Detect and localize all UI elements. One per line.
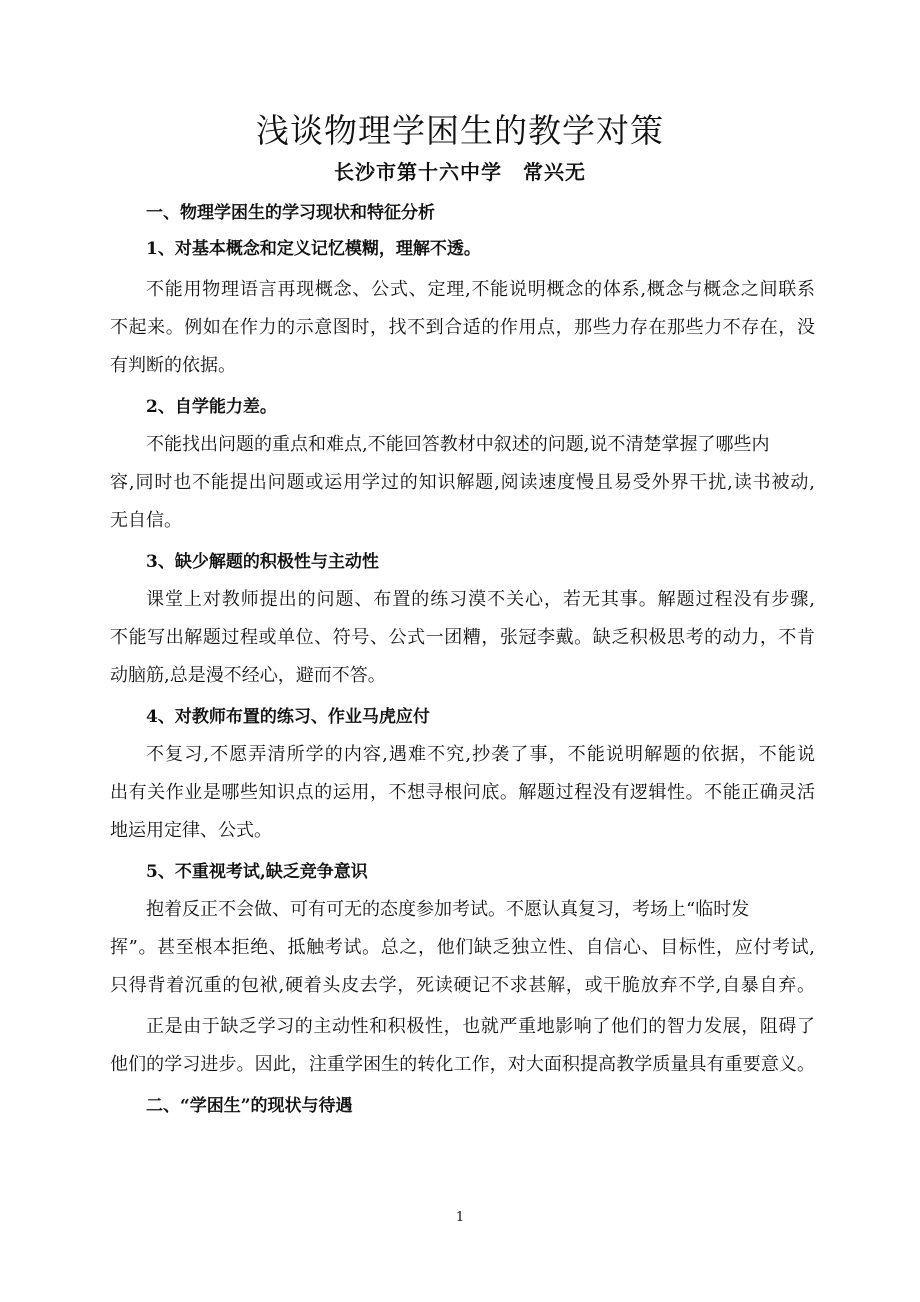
subsection-heading: 4、对教师布置的练习、作业马虎应付	[146, 707, 430, 727]
paragraph-line: 不能用物理语言再现概念、公式、定理,不能说明概念的体系,概念与概念之间联系	[146, 279, 815, 300]
paragraph-line: 动脑筋,总是漫不经心，避而不答。	[110, 665, 386, 686]
paragraph-line: 挥”。甚至根本拒绝、抵触考试。总之，他们缺乏独立性、自信心、目标性，应付考试,	[110, 937, 815, 958]
paragraph-line: 有判断的依据。	[110, 355, 236, 376]
author-line: 长沙市第十六中学 常兴无	[334, 160, 586, 184]
subsection-heading: 1、对基本概念和定义记忆模糊，理解不透。	[146, 239, 481, 259]
paragraph-line: 无自信。	[110, 510, 182, 531]
paragraph-line: 不能找出问题的重点和难点,不能回答教材中叙述的问题,说不清楚掌握了哪些内	[146, 434, 770, 455]
paragraph-line: 容,同时也不能提出问题或运用学过的知识解题,阅读速度慢且易受外界干扰,读书被动,	[110, 472, 815, 493]
paragraph-line: 出有关作业是哪些知识点的运用，不想寻根问底。解题过程没有逻辑性。不能正确灵活	[110, 782, 815, 803]
document-title: 浅谈物理学困生的教学对策	[256, 111, 664, 150]
subsection-heading: 3、缺少解题的积极性与主动性	[146, 552, 379, 572]
paragraph-line: 地运用定律、公式。	[110, 820, 272, 841]
subsection-heading: 2、自学能力差。	[146, 397, 277, 417]
section-heading: 二、“学困生”的现状与待遇	[146, 1096, 353, 1116]
paragraph-line: 不复习,不愿弄清所学的内容,遇难不究,抄袭了事，不能说明解题的依据，不能说	[146, 744, 815, 765]
paragraph-line: 抱着反正不会做、可有可无的态度参加考试。不愿认真复习，考场上“临时发	[146, 899, 750, 920]
paragraph-line: 不起来。例如在作力的示意图时，找不到合适的作用点，那些力存在那些力不存在，没	[110, 317, 815, 338]
section-heading: 一、物理学困生的学习现状和特征分析	[146, 203, 435, 223]
paragraph-line: 课堂上对教师提出的问题、布置的练习漠不关心，若无其事。解题过程没有步骤,	[146, 589, 815, 610]
subsection-heading: 5、不重视考试,缺乏竞争意识	[146, 862, 368, 882]
paragraph-line: 只得背着沉重的包袱,硬着头皮去学，死读硬记不求甚解，或干脆放弃不学,自暴自弃。	[110, 975, 815, 996]
paragraph-line: 不能写出解题过程或单位、符号、公式一团糟，张冠李戴。缺乏积极思考的动力，不肯	[110, 627, 815, 648]
paragraph-line: 正是由于缺乏学习的主动性和积极性，也就严重地影响了他们的智力发展，阻碍了	[146, 1016, 815, 1037]
page-number: 1	[455, 1210, 465, 1225]
paragraph-line: 他们的学习进步。因此，注重学困生的转化工作，对大面积提高教学质量具有重要意义。	[110, 1054, 815, 1075]
